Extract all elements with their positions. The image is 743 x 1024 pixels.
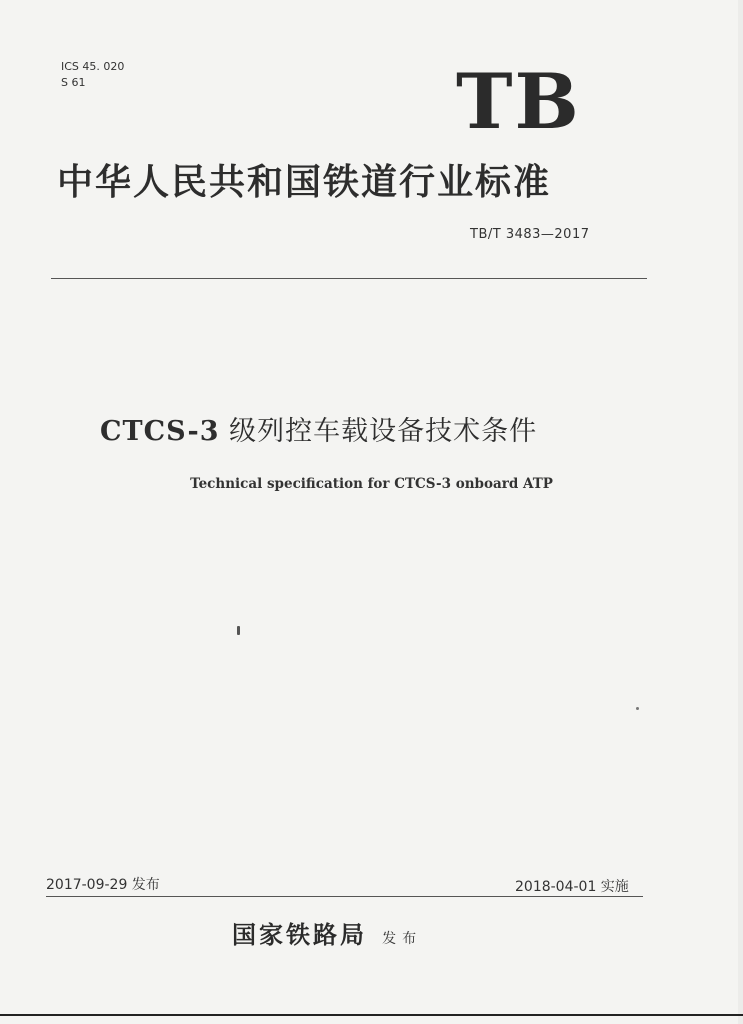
scan-speck [636,707,639,710]
tb-logo: TB [456,57,581,146]
document-title-latin: CTCS-3 [100,416,220,447]
document-title-en: Technical specification for CTCS-3 onboard ATP [190,476,553,492]
ics-code: ICS 45. 020 [61,60,125,73]
document-title-cn-text: 级列控车载设备技术条件 [229,416,538,447]
publisher-name: 国家铁路局 [232,920,367,949]
footer-divider [46,896,643,897]
document-title-cn [100,409,537,448]
issue-date: 2017-09-29 发布 [46,877,160,893]
scan-speck [237,626,240,635]
ccs-code: S 61 [61,76,86,89]
scan-bottom-edge [0,1014,743,1016]
header-divider [51,278,647,279]
implement-date: 2018-04-01 实施 [515,879,629,895]
publisher [232,915,422,950]
standard-number: TB/T 3483—2017 [470,227,590,242]
standard-title: 中华人民共和国铁道行业标准 [57,161,552,203]
publisher-verb: 发布 [382,931,423,947]
scan-margin [738,0,743,1024]
classification-codes [61,59,124,91]
